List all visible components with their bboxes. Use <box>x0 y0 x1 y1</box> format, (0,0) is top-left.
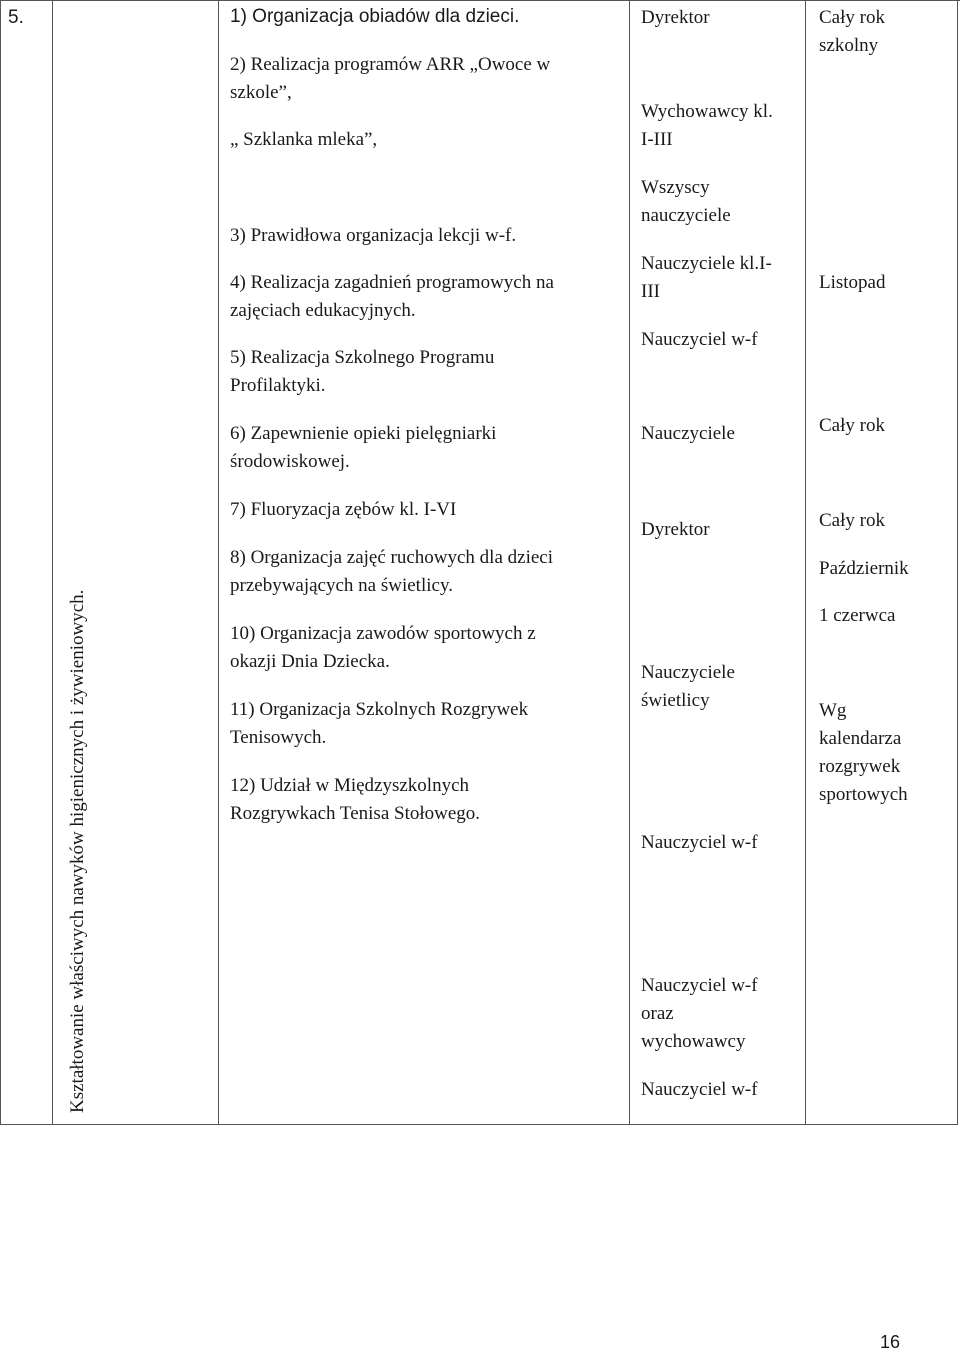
task-10-line-1: 10) Organizacja zawodów sportowych z <box>230 623 536 644</box>
term-7-line-3: rozgrywek <box>819 756 901 777</box>
term-4: Cały rok <box>819 510 885 531</box>
task-2-line-1: 2) Realizacja programów ARR „Owoce w <box>230 54 551 75</box>
task-5-line-2: Profilaktyki. <box>230 375 326 396</box>
task-4-line-2: zajęciach edukacyjnych. <box>230 300 416 321</box>
task-1: 1) Organizacja obiadów dla dzieci. <box>230 6 520 27</box>
task-2-line-3: „ Szklanka mleka”, <box>230 129 378 150</box>
col-divider-number <box>52 0 53 1125</box>
table-border-bottom <box>0 1124 958 1125</box>
task-12-line-1: 12) Udział w Międzyszkolnych <box>230 775 470 796</box>
task-3: 3) Prawidłowa organizacja lekcji w-f. <box>230 225 517 246</box>
task-6-line-2: środowiskowej. <box>230 451 350 472</box>
responsible-1: Dyrektor <box>641 7 710 28</box>
term-2: Listopad <box>819 272 886 293</box>
task-8-line-2: przebywających na świetlicy. <box>230 575 453 596</box>
responsible-10-line-3: wychowawcy <box>641 1031 746 1052</box>
responsible-8-line-2: świetlicy <box>641 690 710 711</box>
term-1-line-1: Cały rok <box>819 7 885 28</box>
task-8-line-1: 8) Organizacja zajęć ruchowych dla dzieci <box>230 547 553 568</box>
task-7: 7) Fluoryzacja zębów kl. I-VI <box>230 499 457 520</box>
responsible-2-line-1: Wychowawcy kl. <box>641 101 773 122</box>
responsible-10-line-1: Nauczyciel w-f <box>641 975 758 996</box>
page-number: 16 <box>880 1332 901 1352</box>
task-11-line-2: Tenisowych. <box>230 727 327 748</box>
responsible-7: Dyrektor <box>641 519 710 540</box>
responsible-4-line-2: III <box>641 281 660 302</box>
responsible-8-line-1: Nauczyciele <box>641 662 735 683</box>
task-2-line-2: szkole”, <box>230 82 292 103</box>
responsible-5: Nauczyciel w-f <box>641 329 758 350</box>
responsible-3-line-2: nauczyciele <box>641 205 731 226</box>
task-6-line-1: 6) Zapewnienie opieki pielęgniarki <box>230 423 497 444</box>
row-number: 5. <box>8 7 24 28</box>
task-5-line-1: 5) Realizacja Szkolnego Programu <box>230 347 495 368</box>
responsible-2-line-2: I-III <box>641 129 673 150</box>
term-7-line-4: sportowych <box>819 784 908 805</box>
task-10-line-2: okazji Dnia Dziecka. <box>230 651 390 672</box>
responsible-9: Nauczyciel w-f <box>641 832 758 853</box>
task-12-line-2: Rozgrywkach Tenisa Stołowego. <box>230 803 481 824</box>
responsible-3-line-1: Wszyscy <box>641 177 710 198</box>
responsible-10-line-2: oraz <box>641 1003 674 1024</box>
term-7-line-1: Wg <box>819 700 847 721</box>
term-5: Październik <box>819 558 909 579</box>
col-divider-responsible <box>629 0 630 1125</box>
term-1-line-2: szkolny <box>819 35 879 56</box>
table-border-top <box>0 0 960 1</box>
term-3: Cały rok <box>819 415 885 436</box>
responsible-11: Nauczyciel w-f <box>641 1079 758 1100</box>
term-7-line-2: kalendarza <box>819 728 902 749</box>
table-border-left <box>0 0 1 1125</box>
task-11-line-1: 11) Organizacja Szkolnych Rozgrywek <box>230 699 529 720</box>
responsible-6: Nauczyciele <box>641 423 735 444</box>
category-label: Kształtowanie właściwych nawyków higienicznych i żywieniowych. <box>67 589 88 1113</box>
col-divider-task <box>218 0 219 1125</box>
col-divider-term <box>805 0 806 1125</box>
task-4-line-1: 4) Realizacja zagadnień programowych na <box>230 272 554 293</box>
responsible-4-line-1: Nauczyciele kl.I- <box>641 253 772 274</box>
table-border-right <box>957 0 958 1125</box>
term-6: 1 czerwca <box>819 605 896 626</box>
